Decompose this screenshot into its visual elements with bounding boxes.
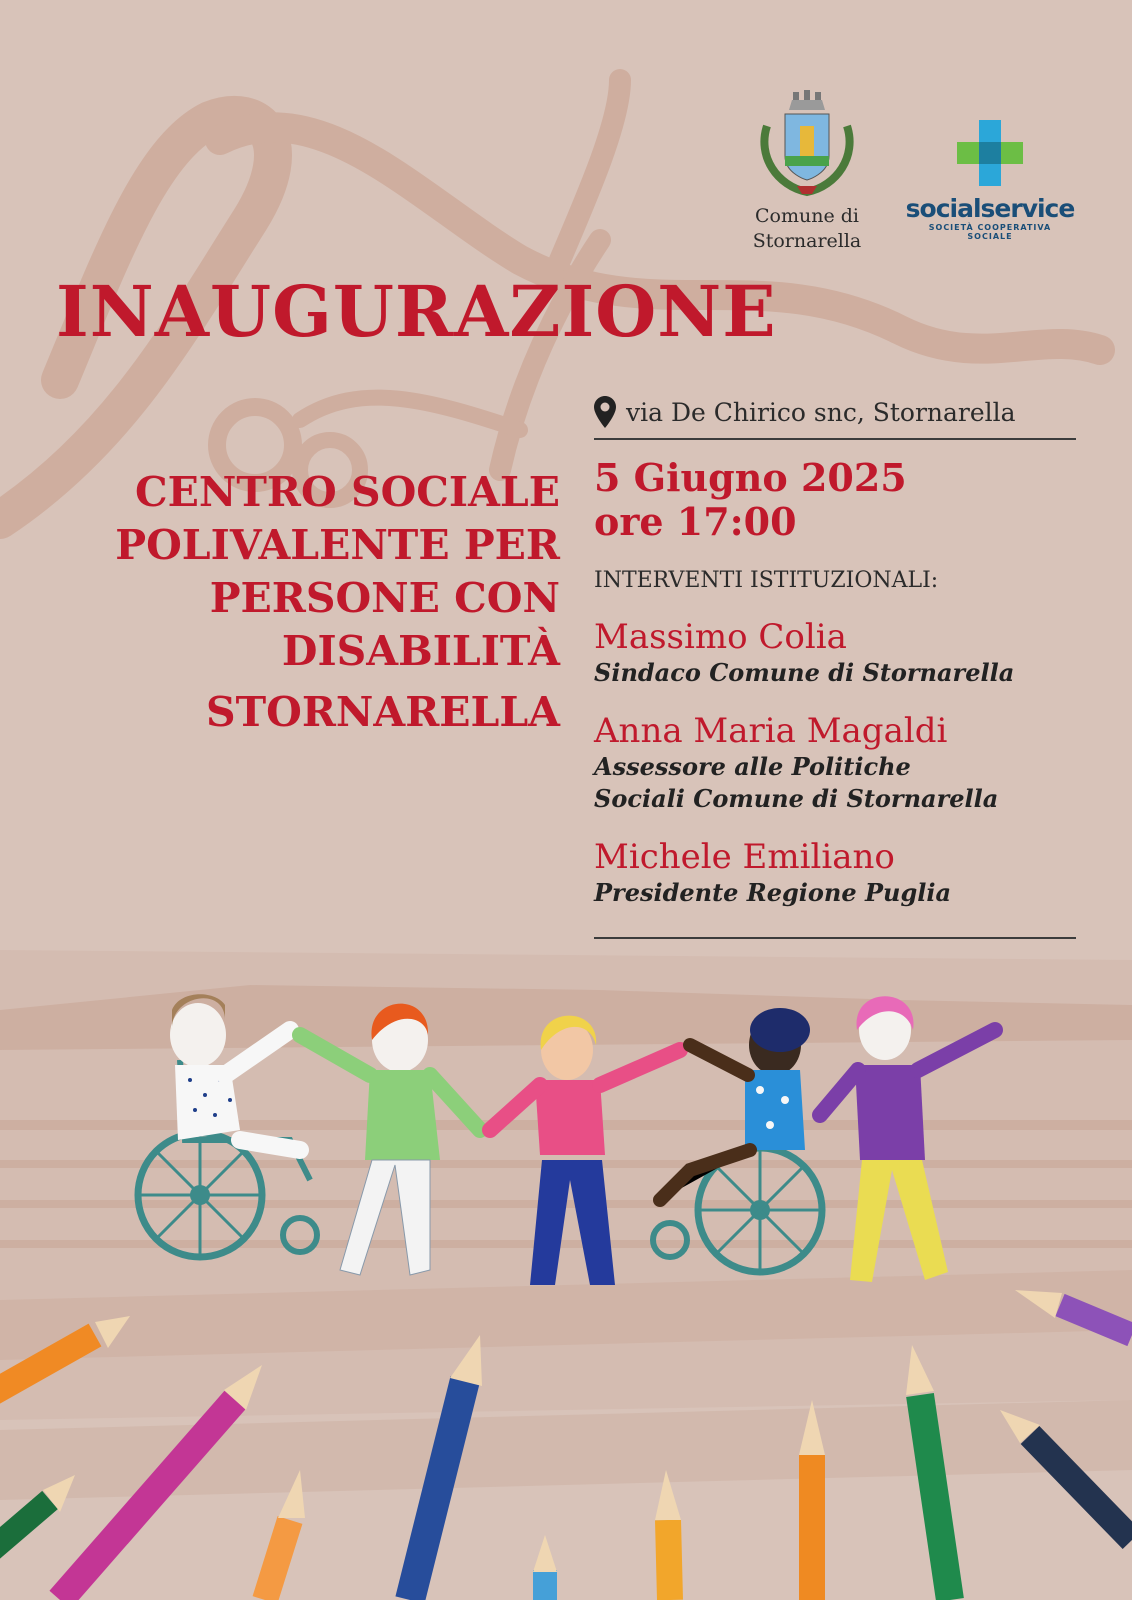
speaker-name: Michele Emiliano	[594, 837, 895, 877]
event-time: ore 17:00	[594, 499, 797, 544]
interventi-heading: INTERVENTI ISTITUZIONALI:	[594, 568, 939, 593]
event-address: via De Chirico snc, Stornarella	[626, 397, 1016, 427]
divider-top	[594, 438, 1076, 440]
event-details	[594, 396, 1078, 939]
speaker-2	[594, 711, 1078, 815]
speaker-role: Presidente Regione Puglia	[594, 878, 952, 907]
speaker-name: Anna Maria Magaldi	[594, 711, 948, 751]
divider-bottom	[594, 937, 1076, 939]
socialservice-name: socialservice	[905, 194, 1075, 223]
comune-logo	[742, 86, 872, 252]
page-title: INAUGURAZIONE	[56, 270, 777, 353]
socialservice-logo	[905, 120, 1075, 241]
speaker-role: Sindaco Comune di Stornarella	[594, 658, 1015, 687]
socialservice-tagline: SOCIETÀ COOPERATIVA SOCIALE	[928, 223, 1052, 241]
location-pin-icon	[594, 396, 616, 428]
speaker-name: Massimo Colia	[594, 617, 847, 657]
centre-line-2: POLIVALENTE PER	[115, 521, 560, 569]
speaker-role: Assessore alle Politiche	[594, 752, 911, 781]
pencil-yelloworange	[655, 1470, 681, 1600]
centre-line-4: DISABILITÀ	[281, 627, 560, 675]
event-date: 5 Giugno 2025	[594, 455, 907, 500]
comune-name-line1: Comune di	[755, 205, 859, 227]
speaker-1	[594, 617, 1078, 689]
comune-coat-of-arms-icon	[757, 86, 857, 198]
speaker-3	[594, 837, 1078, 909]
centre-line-1: CENTRO SOCIALE	[135, 468, 560, 516]
centre-line-3: PERSONE CON	[209, 574, 560, 622]
speaker-role: Sociali Comune di Stornarella	[594, 784, 999, 813]
pencil-skyblue	[533, 1535, 557, 1600]
socialservice-cross-icon	[957, 120, 1023, 186]
centre-city: STORNARELLA	[206, 688, 560, 736]
centre-description	[50, 466, 560, 739]
comune-name-line2: Stornarella	[752, 230, 862, 252]
event-address-row	[594, 396, 1078, 428]
